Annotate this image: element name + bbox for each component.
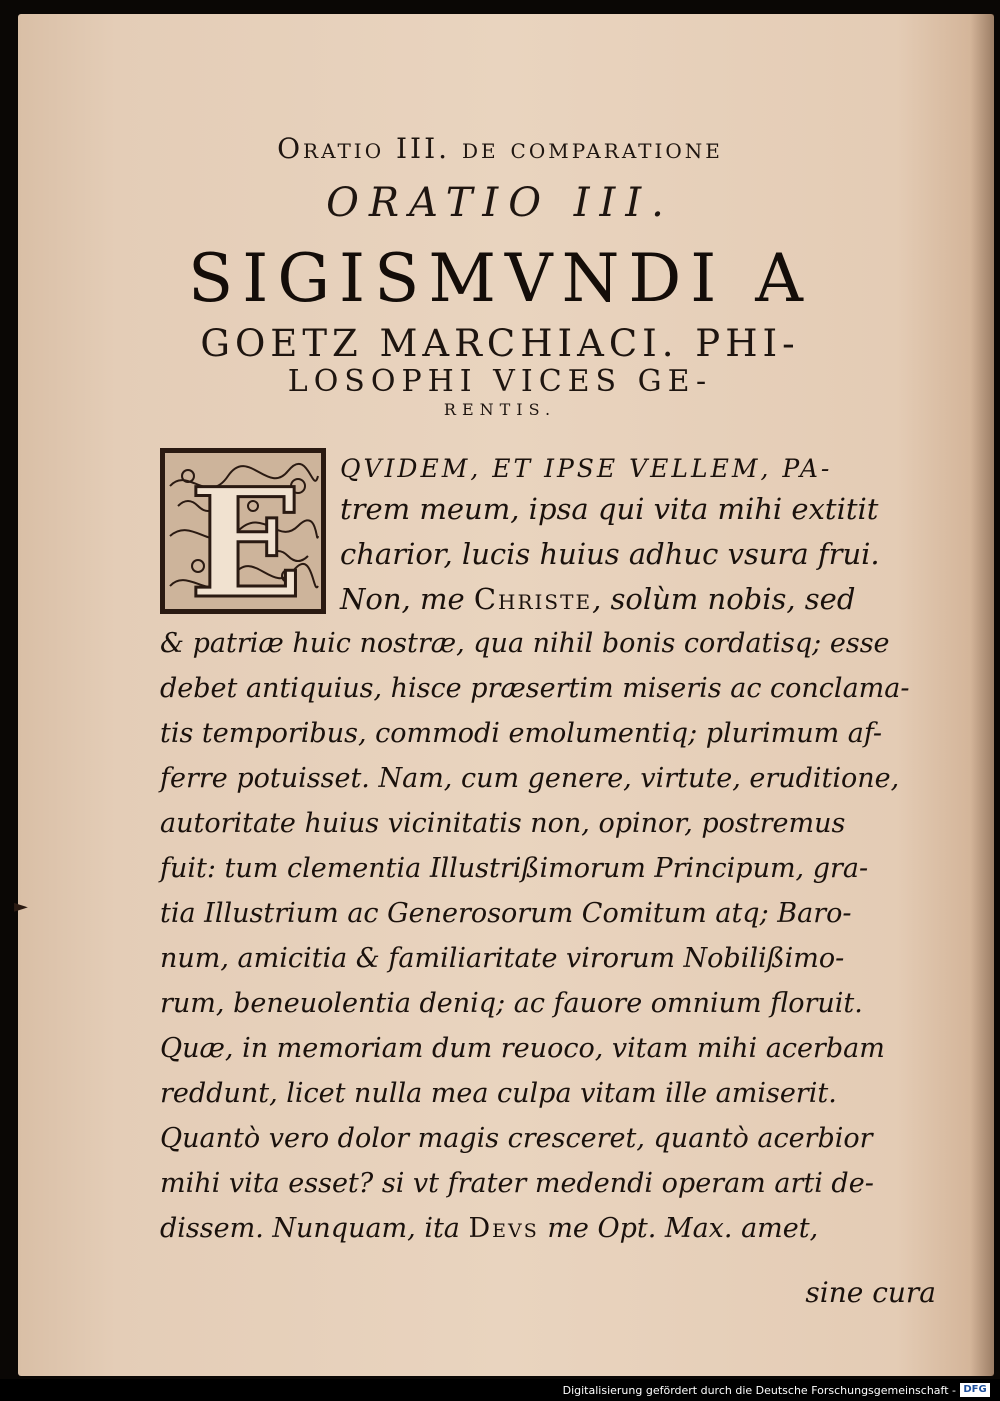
text-line-11: tia Illustrium ac Generosorum Comitum atq; Baro- bbox=[160, 898, 852, 929]
running-head: Oratio III. de comparatione bbox=[277, 132, 723, 165]
text-line-1: QVIDEM, ET IPSE VELLEM, PA- bbox=[340, 454, 833, 483]
heading-line-3: LOSOPHI VICES GE- bbox=[287, 364, 713, 399]
text-line-15: reddunt, licet nulla mea culpa vitam ille amiserit. bbox=[160, 1078, 837, 1109]
catchword: sine cura bbox=[805, 1276, 936, 1309]
text-line-12: num, amicitia & familiaritate virorum Nobilißimo- bbox=[160, 943, 845, 974]
text-line-18a: dissem. Nunquam, ita bbox=[160, 1213, 469, 1244]
margin-mark-left: ► bbox=[14, 896, 28, 917]
text-line-4a: Non, me bbox=[340, 582, 474, 616]
text-line-14: Quæ, in memoriam dum reuoco, vitam mihi acerbam bbox=[160, 1033, 885, 1064]
footer-credit: Digitalisierung gefördert durch die Deutsche Forschungsgemeinschaft - bbox=[562, 1384, 956, 1397]
decorated-initial-e bbox=[158, 446, 328, 616]
text-line-8: ferre potuisset. Nam, cum genere, virtute, eruditione, bbox=[160, 763, 900, 794]
text-line-17: mihi vita esset? si vt frater medendi operam arti de- bbox=[160, 1168, 874, 1199]
small-caps-christe: Christe bbox=[473, 582, 593, 616]
svg-text:E: E bbox=[188, 456, 304, 616]
text-line-5: & patriæ huic nostræ, qua nihil bonis cordatisq; esse bbox=[160, 628, 890, 659]
text-line-6: debet antiquius, hisce præsertim miseris ac conclama- bbox=[160, 673, 910, 704]
dfg-logo: DFG bbox=[960, 1383, 990, 1397]
heading-name: SIGISMVNDI A bbox=[188, 240, 812, 317]
text-line-3: charior, lucis huius adhuc vsura frui. bbox=[340, 537, 880, 571]
text-line-10: fuit: tum clementia Illustrißimorum Principum, gra- bbox=[160, 853, 869, 884]
text-line-7: tis temporibus, commodi emolumentiq; plurimum af- bbox=[160, 718, 883, 749]
oratio-title: ORATIO III. bbox=[326, 180, 674, 226]
text-line-4 bbox=[340, 582, 856, 616]
heading-line-4: RENTIS. bbox=[443, 400, 557, 419]
heading-line-2: GOETZ MARCHIACI. PHI- bbox=[200, 322, 800, 365]
text-line-4c: , solùm nobis, sed bbox=[592, 582, 856, 616]
text-line-2: trem meum, ipsa qui vita mihi extitit bbox=[340, 492, 879, 526]
text-line-18 bbox=[160, 1215, 818, 1242]
text-line-18c: me Opt. Max. amet, bbox=[538, 1213, 819, 1244]
text-line-16: Quantò vero dolor magis cresceret, quantò acerbior bbox=[160, 1123, 873, 1154]
small-caps-deus: Devs bbox=[468, 1213, 539, 1244]
text-line-9: autoritate huius vicinitatis non, opinor, postremus bbox=[160, 808, 846, 839]
text-line-13: rum, beneuolentia deniq; ac fauore omnium floruit. bbox=[160, 988, 863, 1019]
